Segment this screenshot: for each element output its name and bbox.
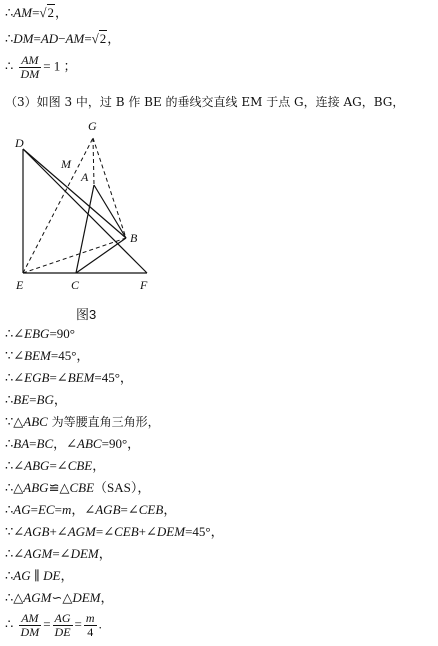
solution-line-13 (5, 502, 176, 518)
part-3-statement (5, 94, 404, 110)
operator: =∠ (52, 546, 71, 561)
operator: = (54, 502, 62, 517)
sqrt-expression: √2 (39, 5, 55, 20)
sqrt-expression: √2 (91, 31, 107, 46)
equation-rest: = 1 ； (43, 58, 77, 74)
angle-label: AGM (24, 546, 53, 561)
point-label-g: G (88, 119, 97, 133)
fraction-denominator: 4 (87, 625, 94, 639)
segment-cb (76, 238, 126, 273)
segment-label: EC (37, 502, 55, 517)
operator: =∠ (49, 458, 68, 473)
angle-label: AGB (24, 524, 50, 539)
symbol: ∴△ (5, 590, 24, 605)
segment-df (23, 149, 147, 273)
fraction-numerator: AM (19, 612, 42, 626)
segment-label: DM (13, 31, 34, 46)
symbol: ∴ (5, 568, 14, 583)
symbol: ∴△ (5, 480, 24, 495)
angle-label: BEM (24, 348, 51, 363)
angle-label: EGB (24, 370, 50, 385)
segment-label: AM (65, 31, 85, 46)
solution-line-16 (5, 568, 74, 584)
angle-label: DEM (156, 524, 186, 539)
punctuation: ， (107, 31, 121, 46)
therefore-symbol: ∴ (5, 31, 14, 46)
symbol: ∴∠ (5, 546, 25, 561)
operator: ≌△ (48, 480, 70, 495)
point-label-b: B (130, 231, 138, 245)
solution-line-15 (5, 546, 112, 562)
angle-label: CBE (67, 458, 93, 473)
punctuation: ， (92, 458, 106, 473)
solution-line-11 (5, 458, 105, 474)
triangle-label: CBE (69, 480, 95, 495)
value: =90°， (101, 436, 141, 451)
therefore-symbol: ∴ (5, 58, 14, 74)
segment-label: BA (13, 436, 30, 451)
triangle-label: AGM (23, 590, 52, 605)
text: 为等腰直角三角形， (47, 415, 160, 429)
value: =90° (49, 326, 75, 341)
punctuation: ， (60, 568, 74, 583)
reason: （SAS）， (94, 480, 151, 495)
solution-line-2 (5, 31, 120, 47)
solution-line-1 (5, 5, 68, 21)
parallel-symbol: ∥ (30, 568, 44, 583)
fraction (19, 54, 42, 81)
fraction (19, 612, 42, 639)
operator: =∠ (120, 502, 139, 517)
angle-label: BEM (67, 370, 95, 385)
punctuation: ， (100, 590, 114, 605)
operator: +∠ (138, 524, 157, 539)
angle-label: CEB (138, 502, 164, 517)
operator: ，∠ (71, 502, 96, 517)
statement-text: （3）如图 3 中，过 B 作 BE 的垂线交直线 EM 于点 G，连接 AG，BG， (5, 95, 405, 109)
solution-line-6 (5, 348, 89, 364)
solution-line-10 (5, 436, 140, 452)
angle-label: AGB (95, 502, 121, 517)
fraction-denominator: DM (20, 625, 40, 639)
fraction-denominator: DE (54, 625, 71, 639)
point-label-f: F (140, 278, 148, 292)
angle-label: AGM (67, 524, 96, 539)
segment-label: AG (13, 568, 31, 583)
operator: = (43, 616, 51, 632)
therefore-symbol: ∴ (5, 5, 14, 20)
segment-eb (23, 238, 126, 273)
angle-label: DEM (70, 546, 99, 561)
variable: m (61, 502, 72, 517)
fraction-denominator: DM (20, 67, 40, 81)
symbol: ∴ (5, 502, 14, 517)
fraction (84, 612, 97, 639)
triangle-label: ABC (23, 414, 48, 429)
punctuation: ， (53, 392, 67, 407)
angle-label: ABG (24, 458, 50, 473)
fraction-numerator: m (85, 611, 95, 625)
point-label-e: E (16, 278, 24, 292)
operator: = (30, 502, 38, 517)
triangle-label: DEM (72, 590, 101, 605)
radicand: 2 (99, 31, 107, 46)
value: =45°， (185, 524, 224, 539)
point-label-m: M (61, 157, 71, 171)
segment-label: BC (36, 436, 54, 451)
symbol: ∴∠ (5, 326, 25, 341)
operator: = (74, 616, 82, 632)
segment-ab (94, 185, 126, 238)
segment-label: BG (36, 392, 54, 407)
solution-line-7 (5, 370, 133, 386)
operator: = (29, 392, 37, 407)
operator: ∽△ (51, 590, 73, 605)
point-label-a: A (81, 170, 89, 184)
operator: = (29, 436, 37, 451)
triangle-label: ABG (23, 480, 49, 495)
value: =45°， (94, 370, 133, 385)
solution-line-18 (5, 612, 102, 639)
symbol: ∴∠ (5, 458, 25, 473)
punctuation: . (98, 616, 102, 632)
symbol: ∵∠ (5, 348, 25, 363)
angle-label: CEB (114, 524, 139, 539)
solution-line-8 (5, 392, 67, 408)
segment-label: AG (13, 502, 31, 517)
operator: = (32, 5, 40, 20)
fraction-numerator: AG (54, 611, 71, 625)
symbol: ∴∠ (5, 370, 25, 385)
operator: ，∠ (53, 436, 78, 451)
symbol: ∵∠ (5, 524, 25, 539)
segment-ac (76, 185, 94, 273)
symbol: ∴ (5, 392, 14, 407)
punctuation: ， (98, 546, 112, 561)
segment-label: BE (13, 392, 30, 407)
segment-label: AD (40, 31, 59, 46)
geometry-figure-3 (12, 118, 162, 303)
figure-caption: 图3 (76, 307, 97, 322)
operator: =∠ (49, 370, 68, 385)
solution-line-5 (5, 326, 75, 342)
punctuation: ， (55, 5, 69, 20)
solution-line-14 (5, 524, 224, 540)
point-label-d: D (15, 136, 24, 150)
segment-label: AM (13, 5, 33, 20)
point-label-c: C (71, 278, 80, 292)
segment-db (23, 149, 126, 238)
angle-label: EBG (24, 326, 50, 341)
operator: = (84, 31, 92, 46)
value: =45°， (50, 348, 90, 363)
solution-line-3 (5, 54, 77, 81)
segment-ga (93, 138, 94, 185)
radicand: 2 (47, 5, 55, 20)
angle-label: ABC (77, 436, 102, 451)
symbol: ∴ (5, 436, 14, 451)
symbol: ∵△ (5, 414, 24, 429)
operator: =∠ (95, 524, 115, 539)
operator: +∠ (49, 524, 68, 539)
segment-label: DE (43, 568, 61, 583)
operator: − (58, 31, 66, 46)
solution-line-12 (5, 480, 150, 496)
fraction-numerator: AM (19, 54, 42, 68)
punctuation: ， (163, 502, 177, 517)
solution-line-9 (5, 414, 160, 430)
symbol: ∴ (5, 616, 14, 632)
fraction (53, 612, 73, 639)
solution-line-17 (5, 590, 114, 606)
operator: = (33, 31, 41, 46)
